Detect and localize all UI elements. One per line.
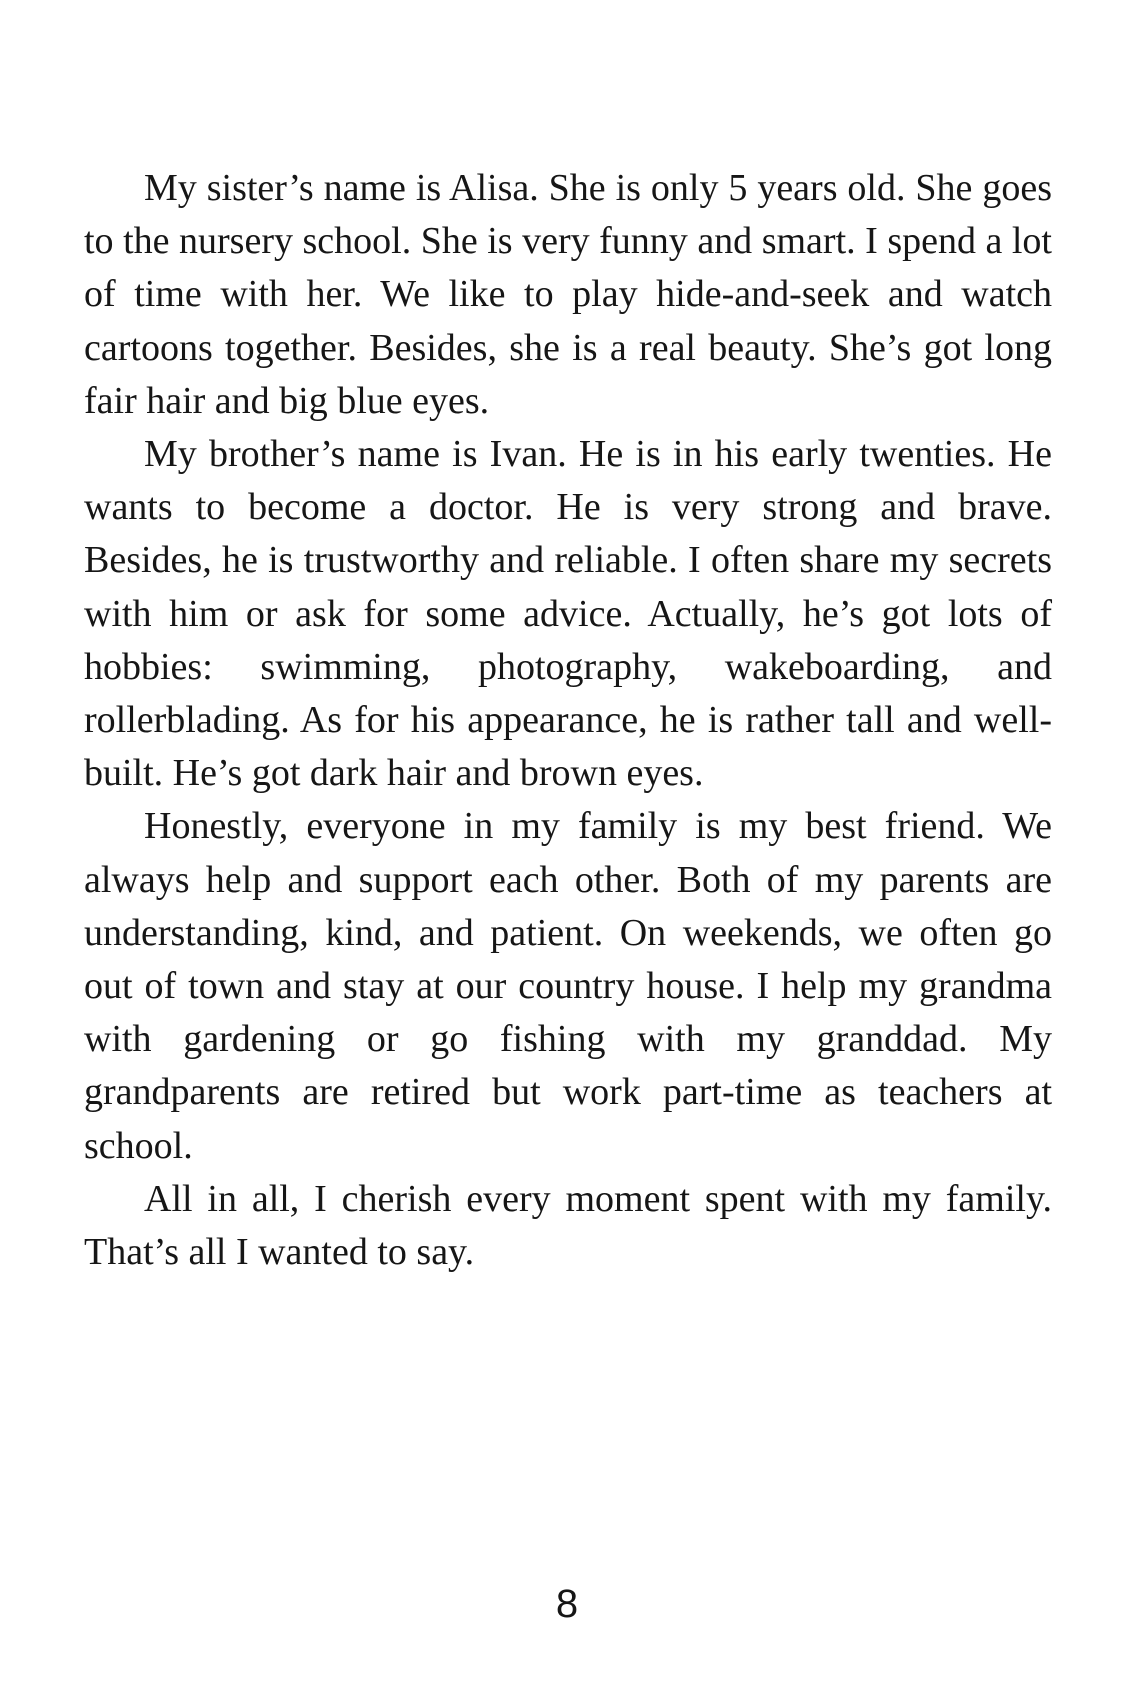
paragraph-conclusion: All in all, I cherish every moment spent with my family. That’s all I wanted to say.: [84, 1177, 1052, 1274]
body-text: [84, 162, 1052, 1279]
page-number: 8: [555, 1582, 579, 1626]
paragraph-family: Honestly, everyone in my family is my best friend. We always help and support each other. Both of my parents are understanding, kind, and patient. On weekends, we often go out of town and stay at our country house. I help my grandma with gardening or go fishing with my granddad. My grandparents are retired but work part-time as teachers at school.: [84, 805, 1052, 1167]
paragraph-sister: My sister’s name is Alisa. She is only 5 years old. She goes to the nursery school. She is very funny and smart. I spend a lot of time with her. We like to play hide-and-seek and watch cartoons together. Besides, she is a real beauty. She’s got long fair hair and big blue eyes.: [84, 167, 1052, 422]
paragraph-brother: My brother’s name is Ivan. He is in his early twenties. He wants to become a doctor. He is very strong and brave. Besides, he is trustworthy and reliable. I often share my secrets with him or ask for some advice. Actually, he’s got lots of hobbies: swimming, photography, wakeboarding, and rollerblading. As for his appearance, he is rather tall and well-built. He’s got dark hair and brown eyes.: [84, 433, 1052, 795]
